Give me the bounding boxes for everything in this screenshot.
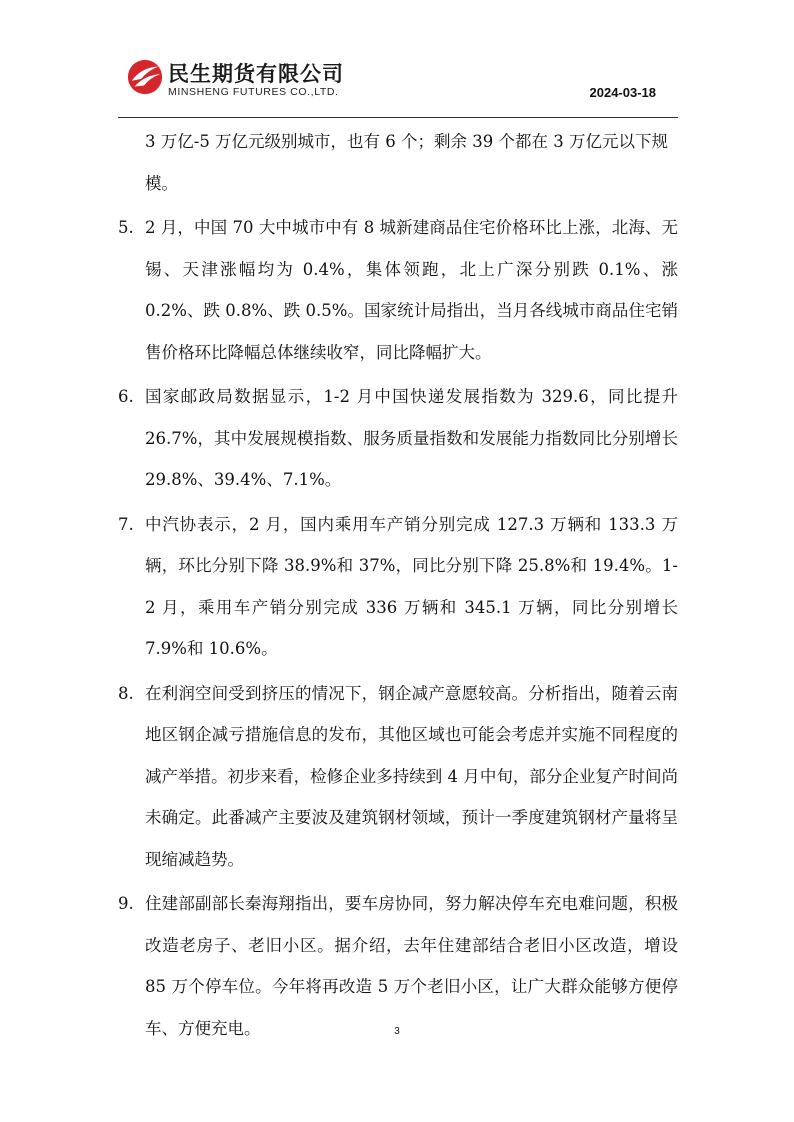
item-number: 8. (118, 683, 134, 703)
item-number: 9. (118, 894, 134, 913)
item-text: 2 月，中国 70 大中城市中有 8 城新建商品住宅价格环比上涨，北海、无锡、天津涨幅均为 0.4%，集体领跑，北上广深分别跌 0.1%、涨 0.2%、跌 0.8%、跌 0.5%。国家统计局指出，当月各线城市商品住宅销售价格环比降幅总体继续收窄，同比降幅扩大。 (145, 218, 678, 362)
page-number: 3 (394, 1026, 400, 1037)
list-item-5 (118, 207, 678, 373)
list-item-6 (118, 376, 678, 501)
item-text: 住建部副部长秦海翔指出，要车房协同，努力解决停车充电难问题，积极改造老房子、老旧小区。据介绍，去年住建部结合老旧小区改造，增设 85 万个停车位。今年将再改造 5 万个老旧小区，让广大群众能够方便停车、方便充电。 (145, 894, 678, 1038)
header-divider (118, 117, 678, 118)
item-text: 国家邮政局数据显示，1-2 月中国快递发展指数为 329.6，同比提升 26.7%，其中发展规模指数、服务质量指数和发展能力指数同比分别增长 29.8%、39.4%、7.1%。 (145, 387, 678, 489)
item-number: 7. (118, 514, 134, 534)
company-name-cn: 民生期货有限公司 (168, 62, 344, 86)
item-number: 6. (118, 387, 134, 406)
report-date: 2024-03-18 (589, 85, 656, 100)
list-item-7 (118, 504, 678, 670)
item-text: 中汽协表示，2 月，国内乘用车产销分别完成 127.3 万辆和 133.3 万辆，环比分别下降 38.9%和 37%，同比分别下降 25.8%和 19.4%。1-2 月，乘用车产销分别完成 336 万辆和 345.1 万辆，同比分别增长 7.9%和 10.6%。 (145, 514, 678, 658)
company-name-en: MINSHENG FUTURES CO.,LTD. (168, 86, 339, 98)
list-item-9 (118, 883, 678, 1049)
document-body (118, 121, 678, 1052)
page-header (118, 50, 678, 120)
item-text: 在利润空间受到挤压的情况下，钢企减产意愿较高。分析指出，随着云南地区钢企减亏措施信息的发布，其他区域也可能会考虑并实施不同程度的减产举措。初步来看，检修企业多持续到 4 月中旬，部分企业复产时间尚未确定。此番减产主要波及建筑钢材领域，预计一季度建筑钢材产量将呈现缩减趋势。 (145, 683, 678, 869)
minsheng-logo-icon (126, 58, 164, 96)
list-item-8 (118, 673, 678, 881)
continued-paragraph: 3 万亿-5 万亿元级别城市，也有 6 个；剩余 39 个都在 3 万亿元以下规模。 (145, 132, 669, 193)
item-number: 5. (118, 218, 134, 237)
